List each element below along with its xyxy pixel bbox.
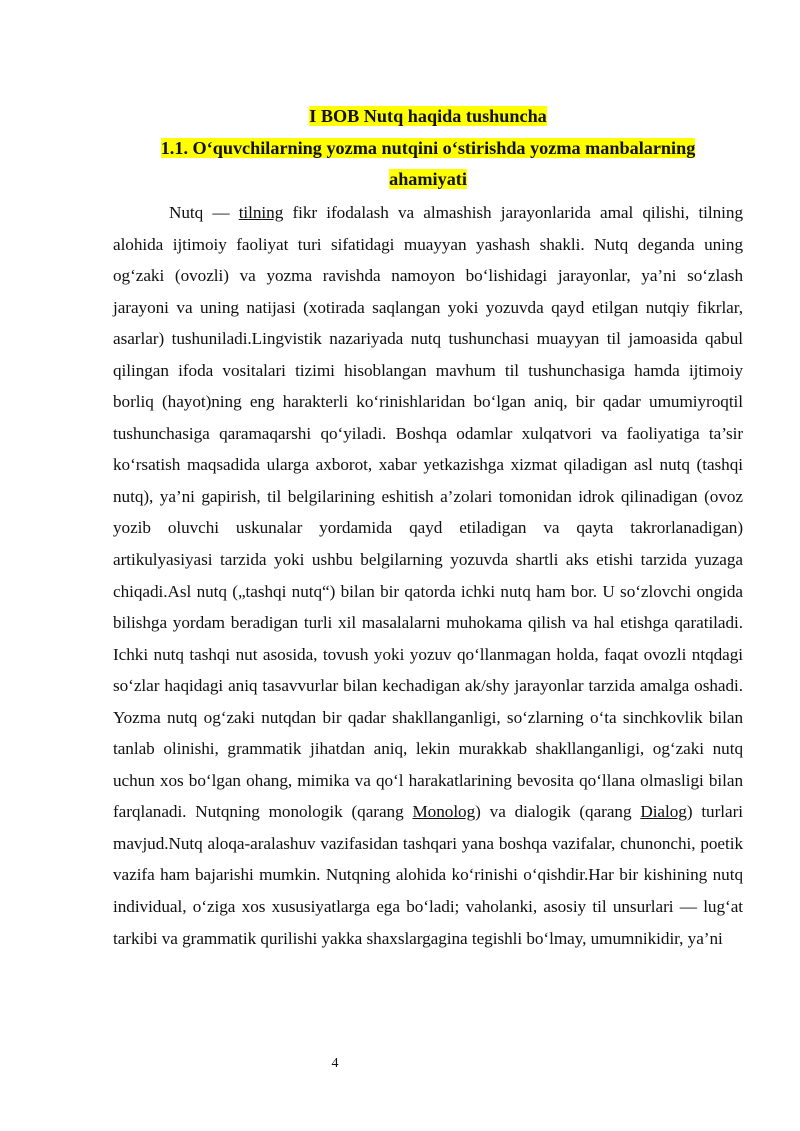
section-title-line-1 xyxy=(113,133,743,165)
paragraph-text: fikr ifodalash va almashish jarayonlarida amal qilishi, tilning alohida ijtimoiy faoliyat turi sifatidagi muayyan yashash shakli. Nutq deganda uning og‘zaki (ovozli) va yozma ravishda namoyon bo‘lishidagi jarayonlar, ya’ni so‘zlash jarayoni va uning natijasi (xotirada saqlangan yoki yozuvda qayd etilgan nutqiy fikrlar, asarlar) tushuniladi.Lingvistik nazariyada nutq tushunchasi muayyan til jamoasida qabul qilingan ifoda vositalari tizimi hisoblangan mavhum til tushunchasiga hamda ijtimoiy borliq (hayot)ning eng harakterli ko‘rinishlaridan bo‘lgan aniq, bir qadar umumiyroqtil tushunchasiga qaramaqarshi qo‘yiladi. Boshqa odamlar xulqatvori va faoliyatiga ta’sir ko‘rsatish maqsadida ularga axborot, xabar yetkazishga xizmat qiladigan asl nutq (tashqi nutq), ya’ni gapirish, til belgilarining eshitish a’zolari tomonidan idrok qilinadigan (ovoz yozib oluvchi uskunalar yordamida qayd etiladigan va qayta takrorlanadigan) artikulyasiyasi tarzida yoki ushbu belgilarning yozuvda shartli aks etishi tarzida yuzaga chiqadi.Asl nutq („tashqi nutq“) bilan bir qatorda ichki nutq ham bor. U so‘zlovchi ongida bilishga yordam beradigan turli xil masalalarni muhokama qilish va hal etishga qaratiladi. Ichki nutq tashqi nut asosida, tovush yoki yozuv qo‘llanmagan holda, faqat ovozli ntqdagi so‘zlar haqidagi aniq tasavvurlar bilan kechadigan ak/shy jarayonlar tarzida amalga oshadi. Yozma nutq og‘zaki nutqdan bir qadar shakllanganligi, so‘zlarning o‘ta sinchkovlik bilan tanlab olinishi, grammatik jihatdan aniq, lekin murakkab shakllanganligi, og‘zaki nutq uchun xos bo‘lgan ohang, mimika va qo‘l harakatlarining bevosita qo‘llana olmasligi bilan farqlanadi. Nutqning monologik (qarang xyxy=(113,203,743,822)
section-title-part-1: 1.1. O‘quvchilarning yozma nutqini o‘stirishda yozma manbalarning xyxy=(160,137,696,158)
page-number: 4 xyxy=(331,1056,339,1071)
link-tilning[interactable]: tilning xyxy=(238,203,284,222)
heading-block xyxy=(113,101,743,196)
body-paragraph xyxy=(113,197,743,954)
section-title-part-2: ahamiyati xyxy=(389,169,467,189)
link-dialog[interactable]: Dialog xyxy=(640,802,687,822)
link-monolog[interactable]: Monolog xyxy=(412,802,476,822)
paragraph-text: ) turlari mavjud.Nutq aloqa-aralashuv vazifasidan tashqari yana boshqa vazifalar, chunonchi, poetik vazifa ham bajarishi mumkin. Nutqning alohida ko‘rinishi o‘qishdir.Har bir kishining nutq individual, o‘ziga xos xususiyatlarga ega bo‘ladi; vaholanki, asosiy til unsurlari — lug‘at tarkibi va grammatik qurilishi yakka shaxslargagina tegishli bo‘lmay, umumnikidir, ya’ni xyxy=(113,802,743,948)
chapter-title-line xyxy=(113,101,743,133)
paragraph-text: ) va dialogik (qarang xyxy=(475,802,641,822)
paragraph-text: Nutq — xyxy=(169,203,239,222)
section-title-line-2 xyxy=(113,164,743,196)
chapter-title: I BOB Nutq haqida tushuncha xyxy=(309,106,547,126)
